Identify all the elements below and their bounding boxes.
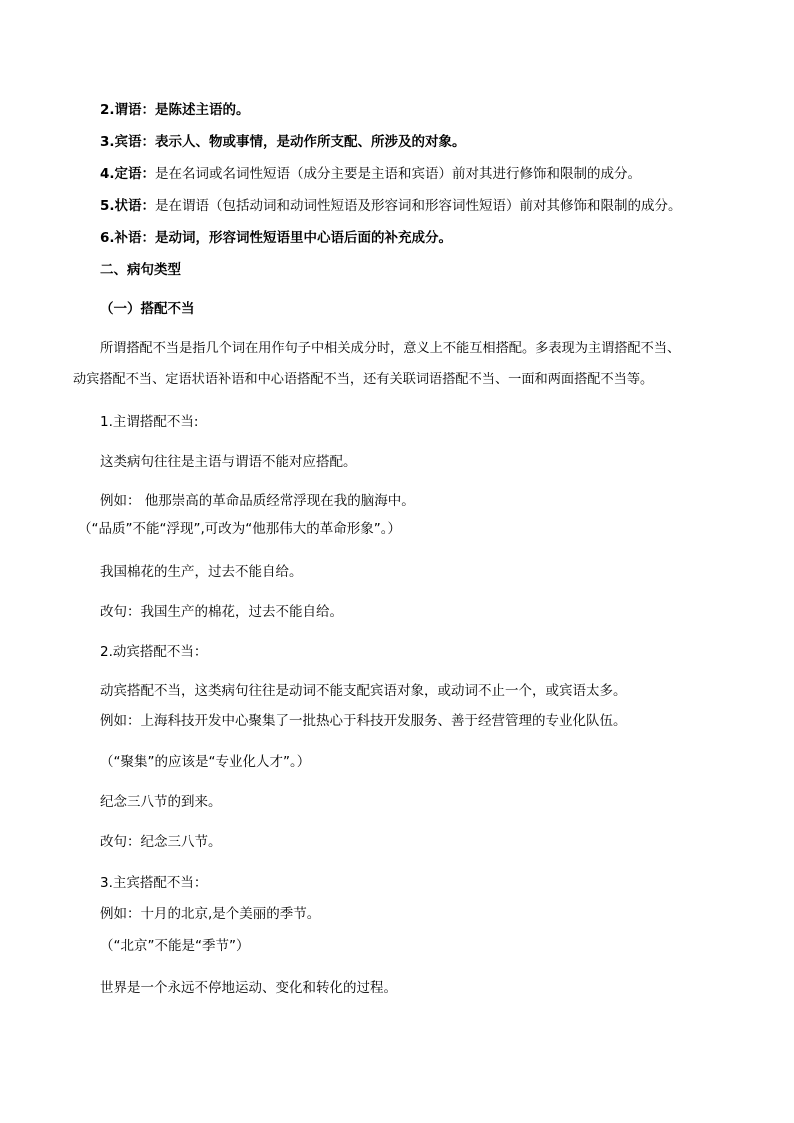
part1-note: （“品质”不能“浮现”,可改为“他那伟大的革命形象”。） (78, 521, 402, 537)
part1-revision: 改句：我国生产的棉花，过去不能自给。 (100, 604, 343, 620)
part1-description: 这类病句往往是主语与谓语不能对应搭配。 (100, 454, 357, 470)
definition-text: 是陈述主语的。 (155, 102, 250, 118)
definition-text: 是动词，形容词性短语里中心语后面的补充成分。 (155, 230, 453, 246)
definition-adverbial (100, 197, 682, 215)
definition-object (100, 133, 466, 151)
definition-complement (100, 229, 452, 247)
part2-revision: 改句：纪念三八节。 (100, 834, 222, 850)
definition-term: 3.宾语： (100, 134, 156, 150)
definition-term: 6.补语： (100, 230, 156, 246)
part2-heading: 2.动宾搭配不当： (100, 644, 208, 660)
part3-note: （“北京”不能是“季节”） (100, 938, 250, 954)
part2-example: 例如：上海科技开发中心聚集了一批热心于科技开发服务、善于经营管理的专业化队伍。 (100, 713, 627, 729)
intro-paragraph-line-2: 动宾搭配不当、定语状语补语和中心语搭配不当，还有关联词语搭配不当、一面和两面搭配不当等。 (73, 372, 654, 387)
definition-text: 是在名词或名词性短语（成分主要是主语和宾语）前对其进行修饰和限制的成分。 (155, 166, 642, 182)
definition-term: 4.定语： (100, 166, 156, 182)
section-heading: 二、病句类型 (100, 262, 181, 278)
definition-term: 5.状语： (100, 198, 156, 214)
definition-attributive (100, 165, 641, 183)
part3-heading: 3.主宾搭配不当： (100, 875, 208, 891)
part3-example: 例如：十月的北京,是个美丽的季节。 (100, 906, 321, 922)
intro-paragraph-line-1: 所谓搭配不当是指几个词在用作句子中相关成分时，意义上不能互相搭配。多表现为主谓搭配不当、 (100, 341, 681, 356)
part2-description: 动宾搭配不当，这类病句往往是动词不能支配宾语对象，或动词不止一个，或宾语太多。 (100, 683, 627, 699)
definition-term: 2.谓语： (100, 102, 156, 118)
definition-text: 表示人、物或事情，是动作所支配、所涉及的对象。 (155, 134, 466, 150)
part2-sentence: 纪念三八节的到来。 (100, 794, 222, 810)
definition-text: 是在谓语（包括动词和动词性短语及形容词和形容词性短语）前对其修饰和限制的成分。 (155, 198, 682, 214)
subsection-heading: （一）搭配不当 (100, 301, 195, 317)
part2-note: （“聚集”的应该是“专业化人才”。） (100, 754, 311, 770)
part1-example: 例如： 他那崇高的革命品质经常浮现在我的脑海中。 (100, 493, 415, 509)
part1-heading: 1.主谓搭配不当: (100, 414, 199, 430)
part1-sentence: 我国棉花的生产，过去不能自给。 (100, 564, 303, 580)
part3-sentence: 世界是一个永远不停地运动、变化和转化的过程。 (100, 980, 397, 996)
definition-predicate (100, 101, 250, 119)
